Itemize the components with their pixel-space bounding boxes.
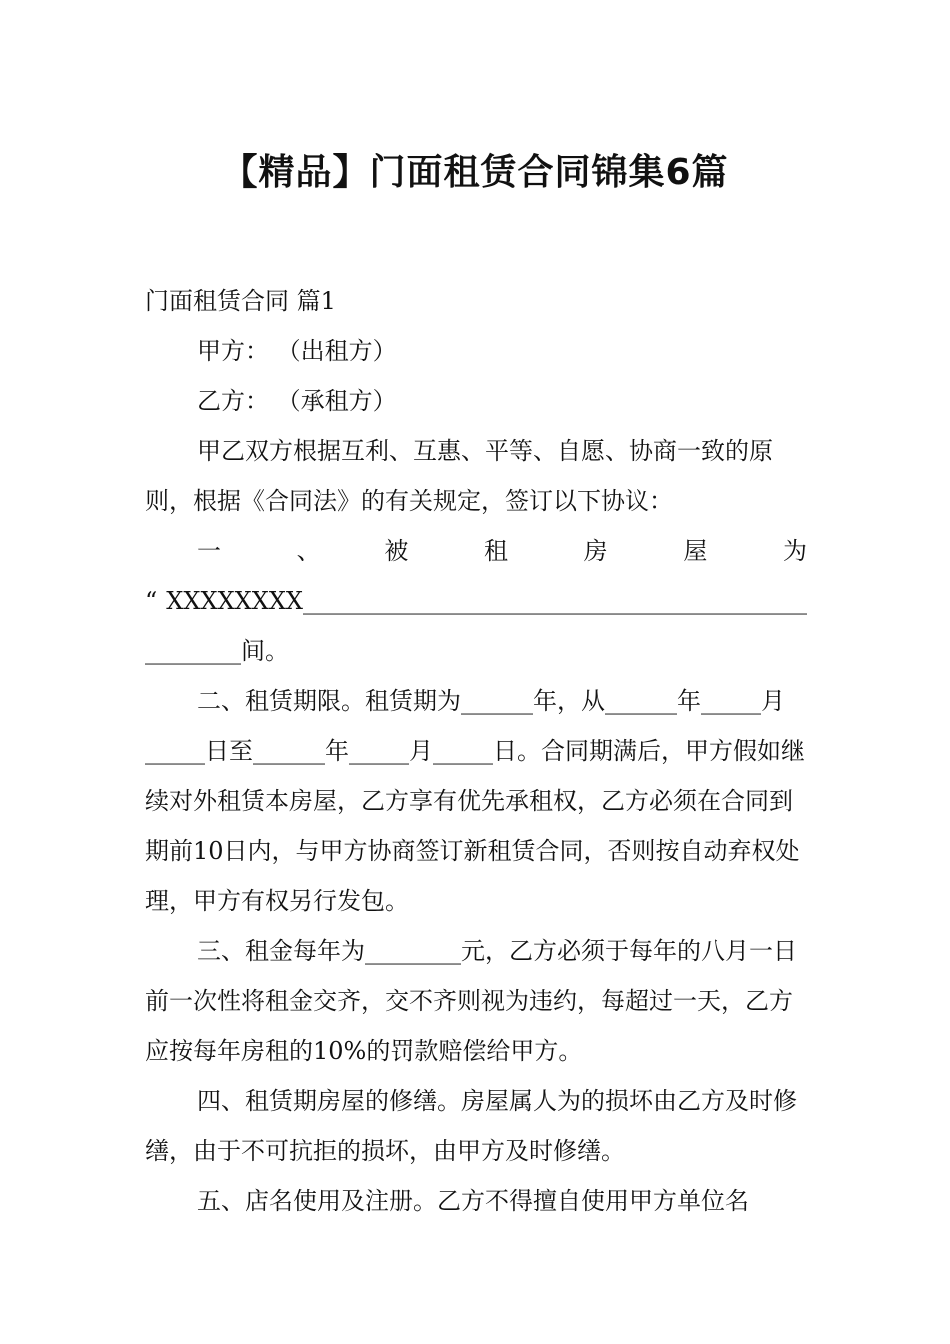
party-b-line: 乙方： （承租方） — [197, 387, 397, 415]
clause-1-end-line: ________间。 — [145, 637, 289, 665]
document-body — [145, 276, 807, 1226]
party-a-line: 甲方： （出租方） — [197, 337, 397, 365]
clause-5-paragraph: 五、店名使用及注册。乙方不得擅自使用甲方单位名 — [197, 1187, 749, 1215]
preamble-paragraph: 甲乙双方根据互利、互惠、平等、自愿、协商一致的原则，根据《合同法》的有关规定，签订以下协议： — [145, 437, 773, 515]
clause-3-paragraph: 三、租金每年为________元，乙方必须于每年的八月一日前一次性将租金交齐，交不齐则视为违约，每超过一天，乙方应按每年房租的10%的罚款赔偿给甲方。 — [145, 937, 797, 1065]
clause-1-line: 一 、 被 租 房 屋 为 — [197, 537, 807, 565]
clause-2-paragraph: 二、租赁期限。租赁期为______年，从______年_____月_____日至______年_____月_____日。合同期满后，甲方假如继续对外租赁本房屋，乙方享有优先承租权，乙方必须在合同到期前10日内，与甲方协商签订新租赁合同，否则按自动弃权处理，甲方有权另行发包。 — [145, 687, 805, 915]
clause-1-blank-line: “ XXXXXXXX__________________________________________ — [145, 587, 807, 615]
document-title: 【精品】门面租赁合同锦集6篇 — [221, 152, 729, 194]
section-heading: 门面租赁合同 篇1 — [145, 287, 336, 315]
clause-4-paragraph: 四、租赁期房屋的修缮。房屋属人为的损坏由乙方及时修缮，由于不可抗拒的损坏，由甲方及时修缮。 — [145, 1087, 797, 1165]
